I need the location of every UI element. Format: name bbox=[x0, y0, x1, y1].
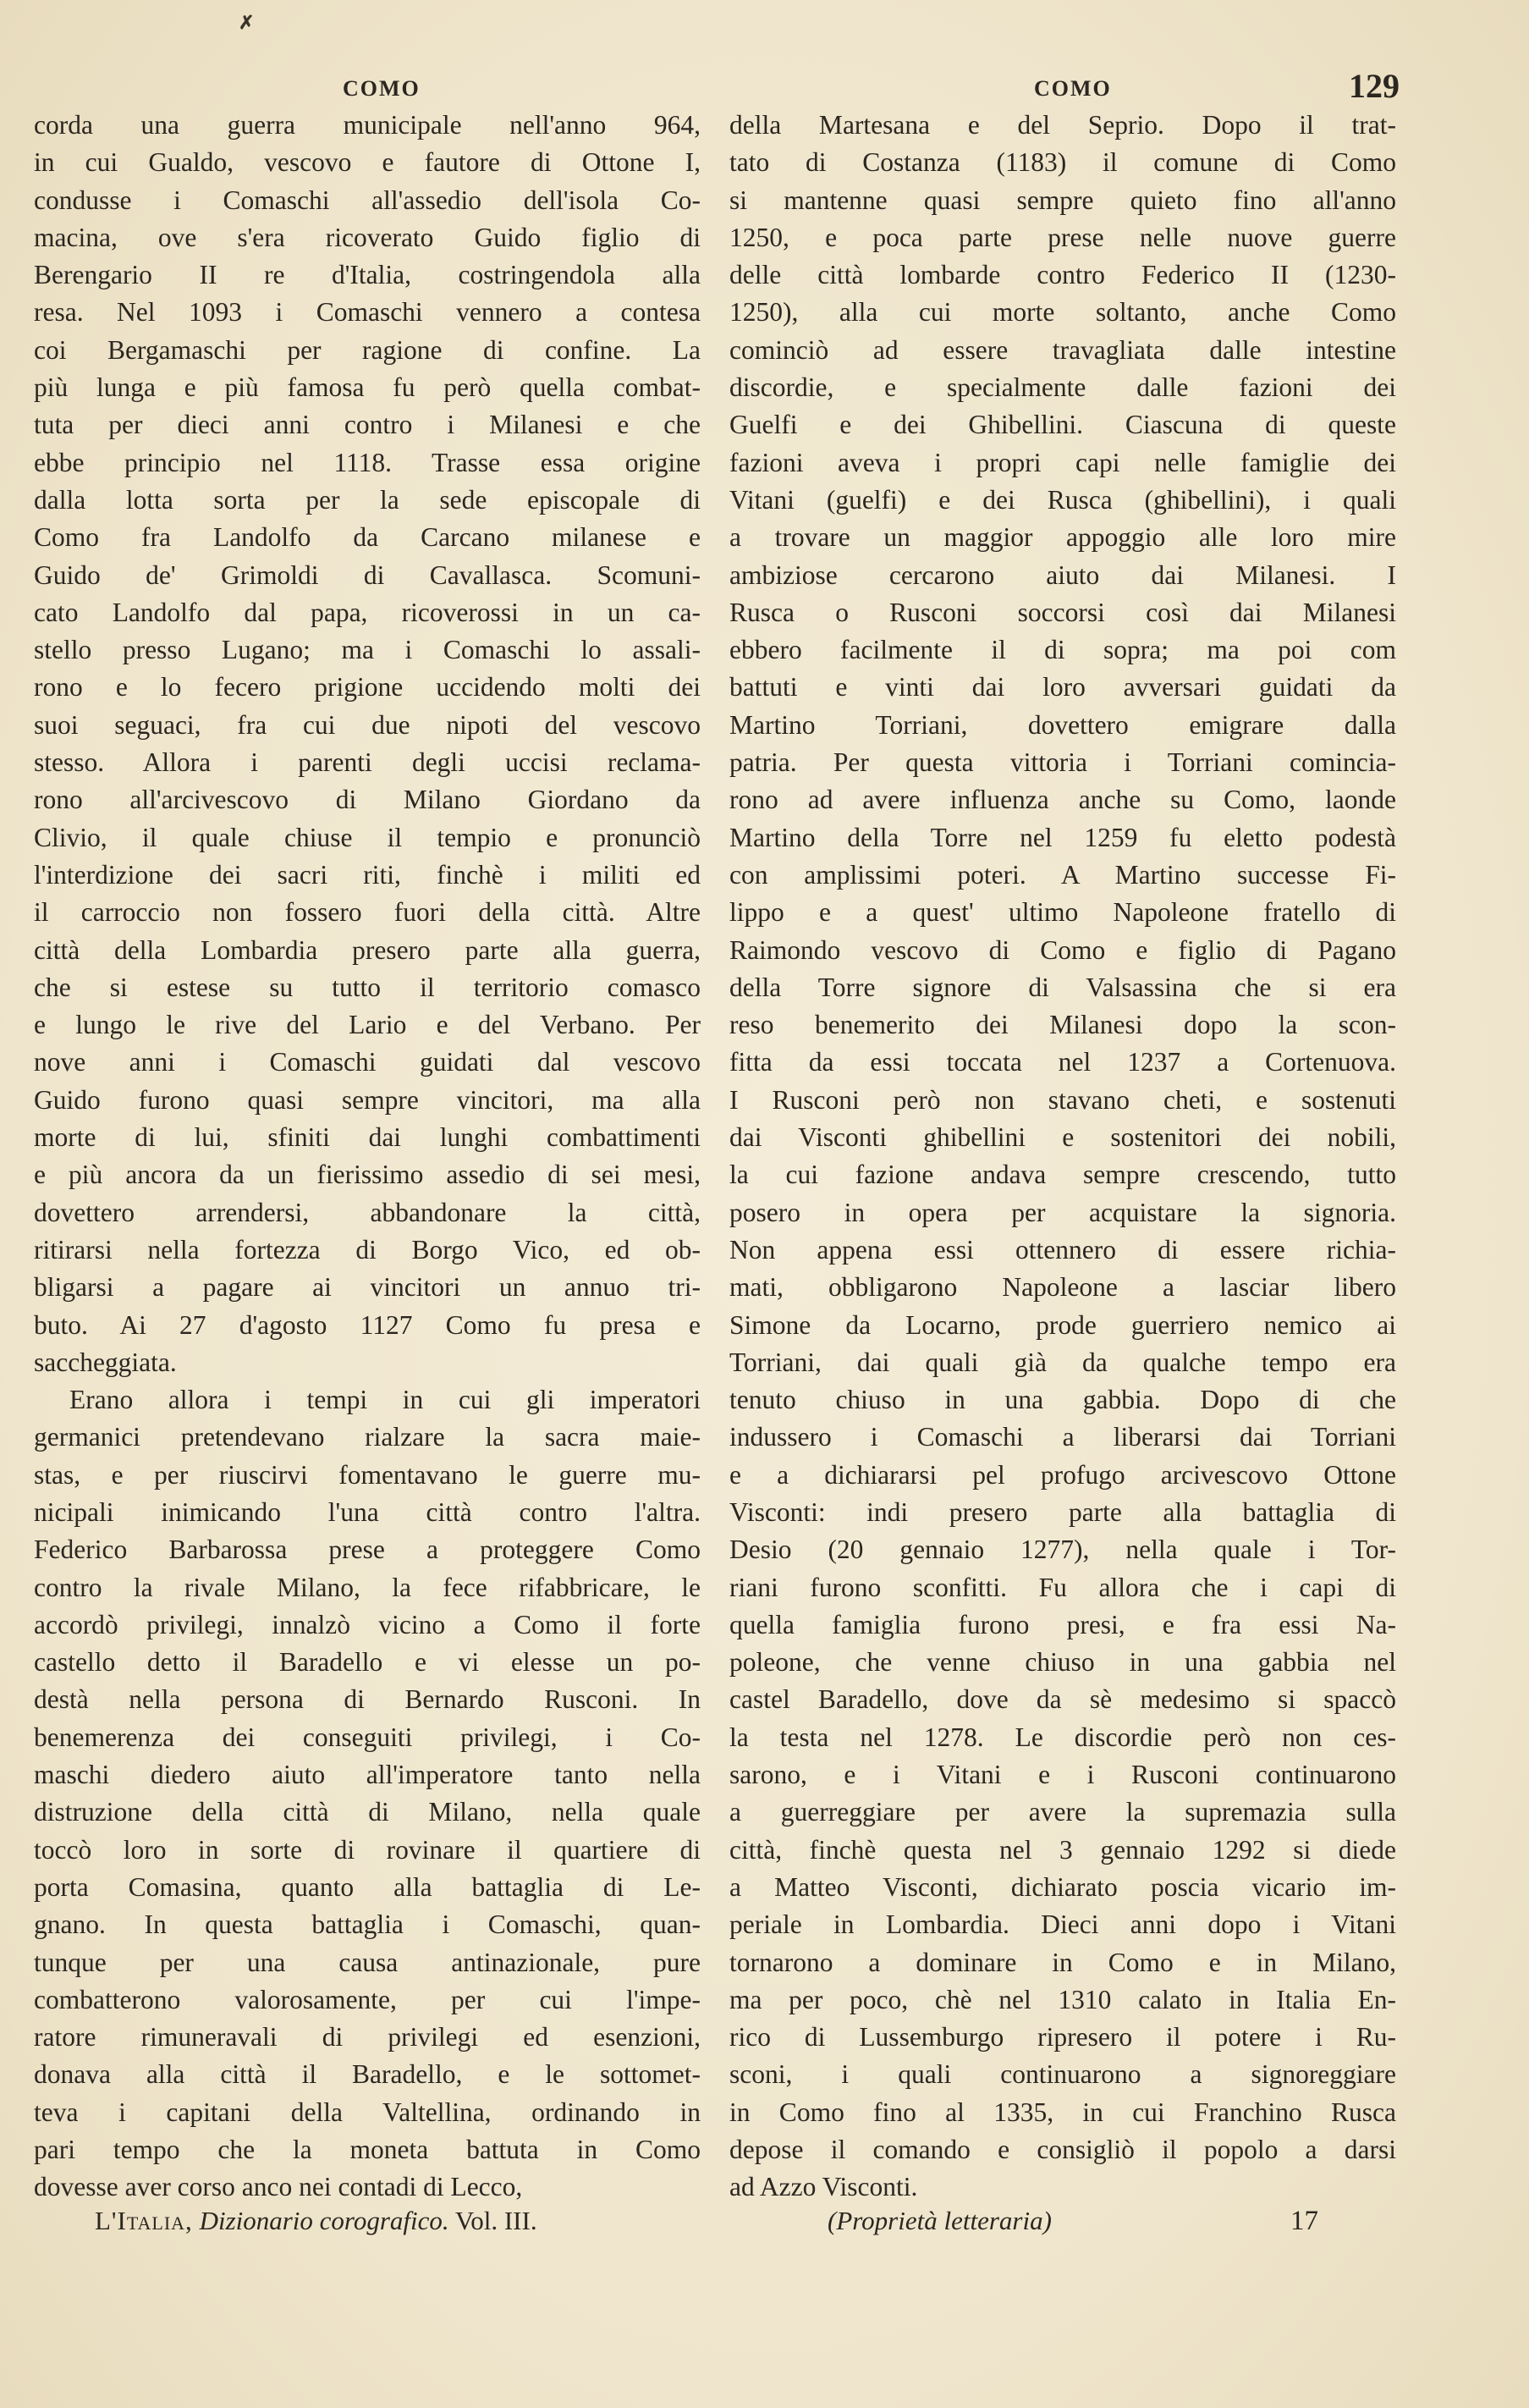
text-line: la testa nel 1278. Le discordie però non ces- bbox=[729, 1722, 1396, 1752]
text-line: bligarsi a pagare ai vincitori un annuo tri- bbox=[34, 1272, 701, 1303]
text-line: il carroccio non fossero fuori della città. Altre bbox=[34, 897, 701, 928]
text-line: tuta per dieci anni contro i Milanesi e che bbox=[34, 410, 701, 440]
text-line: battuti e vinti dai loro avversari guidati da bbox=[729, 672, 1396, 703]
text-line: I Rusconi però non stavano cheti, e sostenuti bbox=[729, 1084, 1396, 1115]
text-line: pari tempo che la moneta battuta in Como bbox=[34, 2135, 701, 2165]
text-line: cominciò ad essere travagliata dalle intestine bbox=[729, 334, 1396, 365]
text-line: Guido furono quasi sempre vincitori, ma alla bbox=[34, 1084, 701, 1115]
text-line: delle città lombarde contro Federico II (1230- bbox=[729, 260, 1396, 290]
text-line: della Torre signore di Valsassina che si era bbox=[729, 972, 1396, 1002]
text-line: saccheggiata. bbox=[34, 1347, 177, 1377]
footer-work-name: Dizionario corografico. bbox=[199, 2206, 449, 2235]
footer-work-prefix: L'Italia, bbox=[95, 2206, 193, 2235]
text-line: stas, e per riuscirvi fomentavano le guerre mu- bbox=[34, 1459, 701, 1490]
text-line: stello presso Lugano; ma i Comaschi lo assali- bbox=[34, 635, 701, 665]
text-line: fazioni aveva i propri capi nelle famiglie dei bbox=[729, 447, 1396, 477]
text-line: la cui fazione andava sempre crescendo, tutto bbox=[729, 1160, 1396, 1190]
print-mark: ✗ bbox=[239, 12, 255, 34]
text-line: germanici pretendevano rialzare la sacra maie- bbox=[34, 1422, 701, 1452]
page-number: 129 bbox=[1349, 67, 1400, 105]
text-line: posero in opera per acquistare la signoria. bbox=[729, 1197, 1396, 1227]
footer-volume: Vol. III. bbox=[454, 2206, 537, 2235]
running-head-left: COMO bbox=[343, 76, 421, 101]
text-line: coi Bergamaschi per ragione di confine. La bbox=[34, 334, 701, 365]
text-line: indussero i Comaschi a liberarsi dai Torriani bbox=[729, 1422, 1396, 1452]
text-line: dovettero arrendersi, abbandonare la città, bbox=[34, 1197, 701, 1227]
text-line: Visconti: indi presero parte alla battaglia di bbox=[729, 1496, 1396, 1527]
text-line: contro la rivale Milano, la fece rifabbricare, le bbox=[34, 1572, 701, 1602]
text-line: castello detto il Baradello e vi elesse un po- bbox=[34, 1647, 701, 1678]
text-line: resa. Nel 1093 i Comaschi vennero a contesa bbox=[34, 297, 701, 328]
text-line: e lungo le rive del Lario e del Verbano. Per bbox=[34, 1010, 701, 1040]
text-line: condusse i Comaschi all'assedio dell'isola Co- bbox=[34, 185, 701, 215]
text-line: sarono, e i Vitani e i Rusconi continuarono bbox=[729, 1760, 1396, 1790]
text-line: suoi seguaci, fra cui due nipoti del vescovo bbox=[34, 709, 701, 740]
text-line: a guerreggiare per avere la supremazia sulla bbox=[729, 1797, 1396, 1827]
text-line: fitta da essi toccata nel 1237 a Cortenuova. bbox=[729, 1047, 1396, 1077]
text-line: Guelfi e dei Ghibellini. Ciascuna di queste bbox=[729, 410, 1396, 440]
text-line: stesso. Allora i parenti degli uccisi reclama- bbox=[34, 747, 701, 778]
text-line: tunque per una causa antinazionale, pure bbox=[34, 1947, 701, 1977]
text-line: depose il comando e consigliò il popolo a darsi bbox=[729, 2135, 1396, 2165]
text-line: accordò privilegi, innalzò vicino a Como il forte bbox=[34, 1609, 701, 1639]
text-line: più lunga e più famosa fu però quella combat- bbox=[34, 372, 701, 403]
text-line: mati, obbligarono Napoleone a lasciar libero bbox=[729, 1272, 1396, 1303]
text-line: Guido de' Grimoldi di Cavallasca. Scomuni- bbox=[34, 559, 701, 590]
running-head-right: COMO bbox=[1034, 76, 1112, 101]
text-line: ebbe principio nel 1118. Trasse essa origine bbox=[34, 447, 701, 477]
text-line: e a dichiararsi pel profugo arcivescovo Ottone bbox=[729, 1459, 1396, 1490]
text-line: toccò loro in sorte di rovinare il quartiere di bbox=[34, 1834, 701, 1865]
text-line: cato Landolfo dal papa, ricoverossi in un ca- bbox=[34, 597, 701, 627]
text-line: dalla lotta sorta per la sede episcopale di bbox=[34, 484, 701, 515]
text-line: rono all'arcivescovo di Milano Giordano da bbox=[34, 785, 701, 815]
text-line: teva i capitani della Valtellina, ordinando in bbox=[34, 2097, 701, 2127]
text-line: città, finchè questa nel 3 gennaio 1292 si diede bbox=[729, 1834, 1396, 1865]
text-line: l'interdizione dei sacri riti, finchè i militi ed bbox=[34, 859, 701, 890]
text-line: Desio (20 gennaio 1277), nella quale i Tor- bbox=[729, 1535, 1396, 1565]
text-line: poleone, che venne chiuso in una gabbia nel bbox=[729, 1647, 1396, 1678]
text-line: a trovare un maggior appoggio alle loro mire bbox=[729, 522, 1396, 553]
text-line: ratore rimuneravali di privilegi ed esenzioni, bbox=[34, 2022, 701, 2053]
footer-rights: (Proprietà letteraria) bbox=[828, 2206, 1052, 2235]
text-line: sconi, i quali continuarono a signoreggiare bbox=[729, 2059, 1396, 2090]
footer-work-title bbox=[95, 2206, 537, 2236]
text-line: gnano. In questa battaglia i Comaschi, quan- bbox=[34, 1909, 701, 1940]
text-line: ma per poco, chè nel 1310 calato in Italia En- bbox=[729, 1984, 1396, 2014]
text-line: Martino della Torre nel 1259 fu eletto podestà bbox=[729, 822, 1396, 852]
text-line: Raimondo vescovo di Como e figlio di Pagano bbox=[729, 934, 1396, 965]
text-line: periale in Lombardia. Dieci anni dopo i Vitani bbox=[729, 1909, 1396, 1940]
footer-sheet-number: 17 bbox=[1290, 2206, 1318, 2236]
text-line: nove anni i Comaschi guidati dal vescovo bbox=[34, 1047, 701, 1077]
text-line: a Matteo Visconti, dichiarato poscia vicario im- bbox=[729, 1871, 1396, 1902]
text-line: tato di Costanza (1183) il comune di Como bbox=[729, 147, 1396, 178]
text-line: combatterono valorosamente, per cui l'impe- bbox=[34, 1984, 701, 2014]
text-line: Como fra Landolfo da Carcano milanese e bbox=[34, 522, 701, 553]
text-line: Vitani (guelfi) e dei Rusca (ghibellini), i quali bbox=[729, 484, 1396, 515]
text-line: ebbero facilmente il di sopra; ma poi com bbox=[729, 635, 1396, 665]
text-line: morte di lui, sfiniti dai lunghi combattimenti bbox=[34, 1122, 701, 1153]
text-line: Berengario II re d'Italia, costringendola alla bbox=[34, 260, 701, 290]
text-line: con amplissimi poteri. A Martino successe Fi- bbox=[729, 859, 1396, 890]
text-line: lippo e a quest' ultimo Napoleone fratello di bbox=[729, 897, 1396, 928]
text-line: donava alla città il Baradello, e le sottomet- bbox=[34, 2059, 701, 2090]
text-line: rono ad avere influenza anche su Como, laonde bbox=[729, 785, 1396, 815]
text-line: patria. Per questa vittoria i Torriani comincia- bbox=[729, 747, 1396, 778]
text-line: destà nella persona di Bernardo Rusconi. In bbox=[34, 1684, 701, 1715]
text-line: rico di Lussemburgo ripresero il potere i Ru- bbox=[729, 2022, 1396, 2053]
text-line: 1250, e poca parte prese nelle nuove guerre bbox=[729, 222, 1396, 252]
text-line: reso benemerito dei Milanesi dopo la scon- bbox=[729, 1010, 1396, 1040]
text-line: tenuto chiuso in una gabbia. Dopo di che bbox=[729, 1385, 1396, 1415]
text-line: della Martesana e del Seprio. Dopo il trat- bbox=[729, 110, 1396, 140]
text-line: Torriani, dai quali già da qualche tempo era bbox=[729, 1347, 1396, 1377]
text-line: maschi diedero aiuto all'imperatore tanto nella bbox=[34, 1760, 701, 1790]
text-line: porta Comasina, quanto alla battaglia di Le- bbox=[34, 1871, 701, 1902]
text-line: dovesse aver corso anco nei contadi di Lecco, bbox=[34, 2172, 523, 2202]
text-line: rono e lo fecero prigione uccidendo molti dei bbox=[34, 672, 701, 703]
text-line: riani furono sconfitti. Fu allora che i capi di bbox=[729, 1572, 1396, 1602]
text-line: tornarono a dominare in Como e in Milano, bbox=[729, 1947, 1396, 1977]
text-line: buto. Ai 27 d'agosto 1127 Como fu presa e bbox=[34, 1309, 701, 1340]
text-line: 1250), alla cui morte soltanto, anche Como bbox=[729, 297, 1396, 328]
text-line: Erano allora i tempi in cui gli imperatori bbox=[69, 1385, 701, 1415]
text-line: ambiziose cercarono aiuto dai Milanesi. I bbox=[729, 559, 1396, 590]
text-line: che si estese su tutto il territorio comasco bbox=[34, 972, 701, 1002]
text-line: benemerenza dei conseguiti privilegi, i Co- bbox=[34, 1722, 701, 1752]
text-line: in Como fino al 1335, in cui Franchino Rusca bbox=[729, 2097, 1396, 2127]
text-line: Clivio, il quale chiuse il tempio e pronunciò bbox=[34, 822, 701, 852]
text-line: Rusca o Rusconi soccorsi così dai Milanesi bbox=[729, 597, 1396, 627]
text-line: quella famiglia furono presi, e fra essi Na- bbox=[729, 1609, 1396, 1639]
left-column bbox=[34, 107, 701, 2207]
text-line: e più ancora da un fierissimo assedio di sei mesi, bbox=[34, 1160, 701, 1190]
text-line: ad Azzo Visconti. bbox=[729, 2172, 918, 2202]
text-line: corda una guerra municipale nell'anno 964, bbox=[34, 110, 701, 140]
text-line: ritirarsi nella fortezza di Borgo Vico, ed ob- bbox=[34, 1234, 701, 1265]
text-line: discordie, e specialmente dalle fazioni dei bbox=[729, 372, 1396, 403]
text-line: macina, ove s'era ricoverato Guido figlio di bbox=[34, 222, 701, 252]
text-line: castel Baradello, dove da sè medesimo si spaccò bbox=[729, 1684, 1396, 1715]
text-line: nicipali inimicando l'una città contro l'altra. bbox=[34, 1496, 701, 1527]
right-column bbox=[729, 107, 1396, 2207]
text-line: in cui Gualdo, vescovo e fautore di Ottone I, bbox=[34, 147, 701, 178]
text-line: città della Lombardia presero parte alla guerra, bbox=[34, 934, 701, 965]
text-line: Federico Barbarossa prese a proteggere Como bbox=[34, 1535, 701, 1565]
text-line: dai Visconti ghibellini e sostenitori dei nobili, bbox=[729, 1122, 1396, 1153]
text-line: Non appena essi ottennero di essere richia- bbox=[729, 1234, 1396, 1265]
text-line: distruzione della città di Milano, nella quale bbox=[34, 1797, 701, 1827]
text-line: si mantenne quasi sempre quieto fino all'anno bbox=[729, 185, 1396, 215]
text-line: Simone da Locarno, prode guerriero nemico ai bbox=[729, 1309, 1396, 1340]
text-line: Martino Torriani, dovettero emigrare dalla bbox=[729, 709, 1396, 740]
